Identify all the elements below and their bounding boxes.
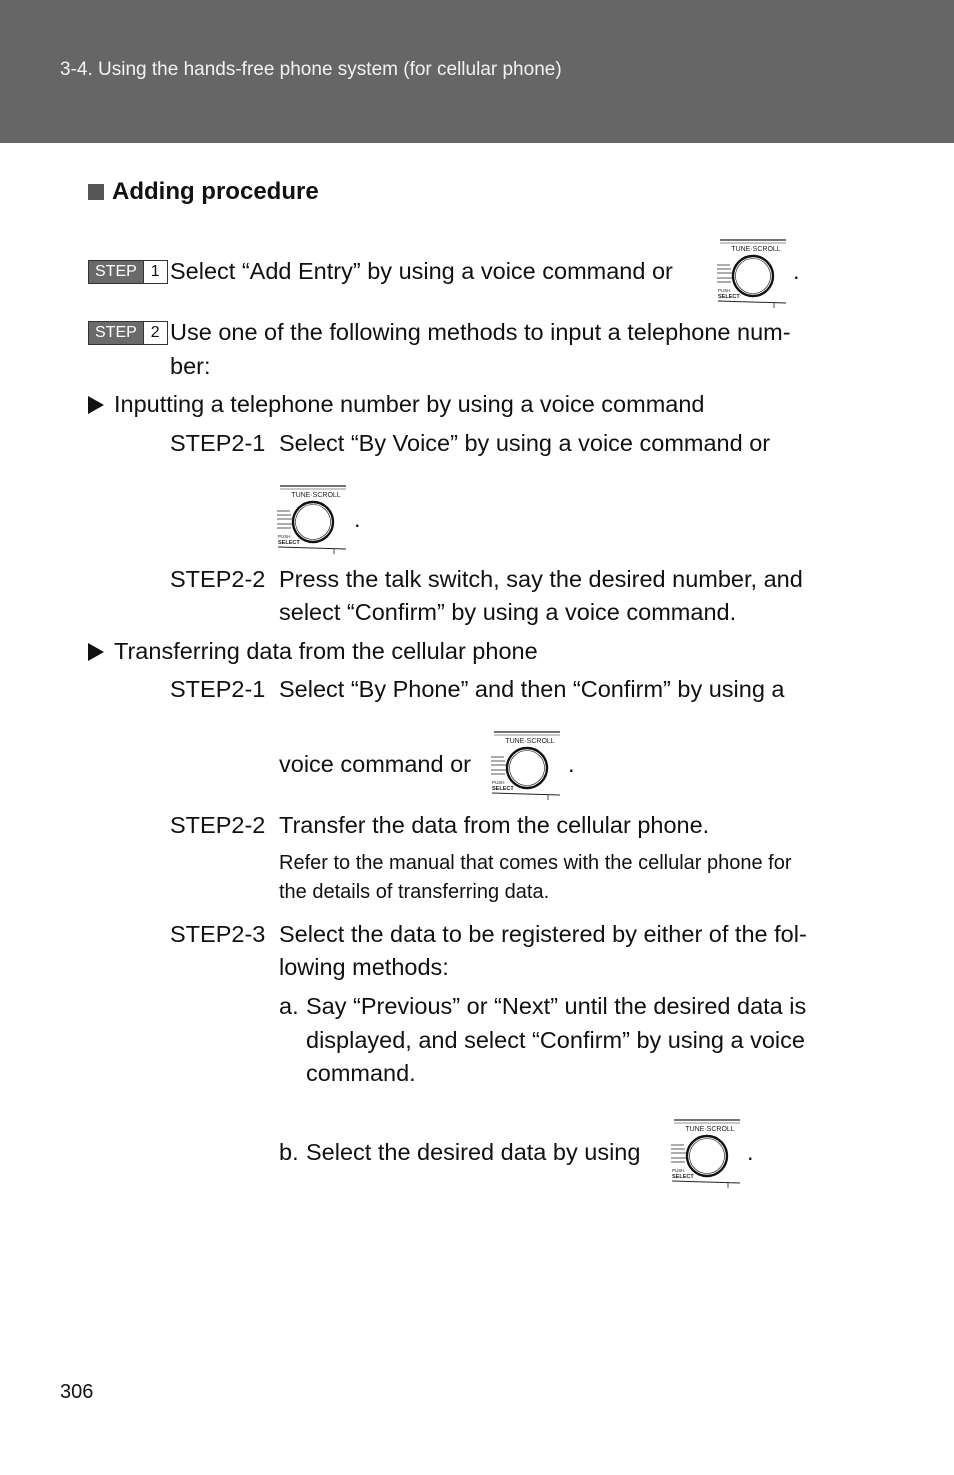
svg-text:SELECT: SELECT	[278, 540, 300, 546]
square-bullet-icon	[88, 184, 104, 200]
step-2-badge: STEP 2	[88, 321, 168, 345]
triangle-bullet-icon	[88, 396, 104, 414]
phone-step2-2-label: STEP2-2	[170, 812, 266, 838]
svg-text:TUNE·SCROLL: TUNE·SCROLL	[291, 492, 341, 499]
svg-text:TUNE·SCROLL: TUNE·SCROLL	[505, 738, 555, 745]
phone-step2-3-label: STEP2-3	[170, 921, 266, 947]
option-b-text: Select the desired data by using	[306, 1139, 641, 1165]
step-2-text-line2: ber:	[170, 353, 211, 379]
option-a-line1: Say “Previous” or “Next” until the desired data is	[306, 993, 807, 1019]
svg-text:PUSH: PUSH	[672, 1168, 685, 1173]
option-b-label: b.	[279, 1139, 299, 1165]
svg-text:PUSH: PUSH	[278, 534, 291, 539]
tune-scroll-knob-icon	[716, 238, 788, 315]
svg-text:PUSH: PUSH	[718, 288, 731, 293]
phone-step2-1-label: STEP2-1	[170, 676, 266, 702]
phone-step2-2-text: Transfer the data from the cellular phone.	[279, 812, 710, 838]
phone-step2-1-line2: voice command or	[279, 751, 471, 777]
section-title: 3-4. Using the hands-free phone system (for cellular phone)	[60, 59, 562, 80]
phone-step2-3-line2: lowing methods:	[279, 954, 449, 980]
option-a-label: a.	[279, 993, 299, 1019]
phone-step2-3-line1: Select the data to be registered by either of the fol-	[279, 921, 807, 947]
heading-text: Adding procedure	[112, 178, 319, 205]
voice-step2-1-text: Select “By Voice” by using a voice command or	[279, 430, 771, 456]
svg-text:SELECT: SELECT	[718, 294, 740, 300]
tune-scroll-knob-icon	[490, 730, 562, 807]
period: .	[793, 258, 800, 284]
page-number: 306	[60, 1381, 94, 1403]
phone-step2-2-note-line2: the details of transferring data.	[279, 881, 550, 903]
method-voice-title: Inputting a telephone number by using a voice command	[88, 388, 704, 421]
triangle-bullet-icon	[88, 643, 104, 661]
option-a-line2: displayed, and select “Confirm” by using a voice	[306, 1027, 805, 1053]
method-phone-title: Transferring data from the cellular phone	[88, 635, 538, 668]
svg-text:SELECT: SELECT	[492, 786, 514, 792]
voice-step2-2-label: STEP2-2	[170, 566, 266, 592]
step-2-text-line1: Use one of the following methods to input a telephone num-	[170, 319, 791, 345]
tune-scroll-knob-icon	[276, 484, 348, 561]
period: .	[354, 506, 361, 532]
voice-step2-2-line2: select “Confirm” by using a voice command.	[279, 599, 737, 625]
header-band	[0, 0, 954, 143]
voice-step2-1-label: STEP2-1	[170, 430, 266, 456]
step-1-text: Select “Add Entry” by using a voice command or	[170, 258, 673, 284]
tune-scroll-knob-icon	[670, 1118, 742, 1195]
period: .	[747, 1139, 754, 1165]
svg-text:SELECT: SELECT	[672, 1174, 694, 1180]
voice-step2-2-line1: Press the talk switch, say the desired number, and	[279, 566, 803, 592]
svg-text:PUSH: PUSH	[492, 780, 505, 785]
svg-text:TUNE·SCROLL: TUNE·SCROLL	[685, 1126, 735, 1133]
option-a-line3: command.	[306, 1060, 416, 1086]
period: .	[568, 751, 575, 777]
phone-step2-2-note-line1: Refer to the manual that comes with the cellular phone for	[279, 852, 792, 874]
section-heading	[88, 178, 319, 206]
phone-step2-1-line1: Select “By Phone” and then “Confirm” by using a	[279, 676, 785, 702]
step-1-badge: STEP 1	[88, 260, 168, 284]
svg-text:TUNE·SCROLL: TUNE·SCROLL	[731, 246, 781, 253]
